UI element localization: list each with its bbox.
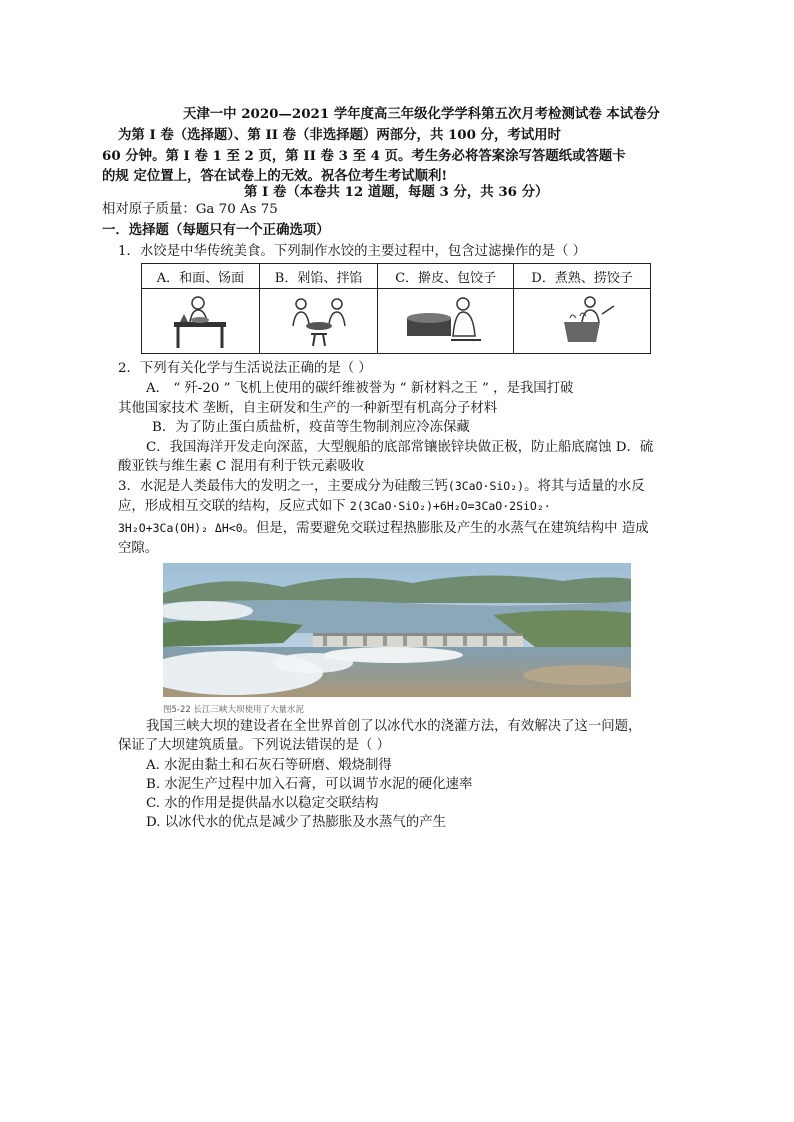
question-2-option-c-line-2: 酸亚铁与维生素 C 混用有利于铁元素吸收: [118, 459, 365, 474]
reaction-equation-part-2: 3H₂O+3Ca(OH)₂ ΔH<0: [118, 521, 243, 535]
chopping-filling-icon: [279, 292, 359, 350]
section-title: 第 I 卷（本卷共 12 道题，每题 3 分，共 36 分）: [244, 184, 549, 200]
option-c-label: C．擀皮、包饺子: [378, 264, 514, 289]
kneading-dough-icon: [160, 292, 240, 350]
question-2-option-a-line-1: A． “ 歼-20 ” 飞机上使用的碳纤维被誉为 “ 新材料之王 ” ，是我国打破: [146, 381, 574, 396]
question-2-option-b: B．为了防止蛋白质盐析，疫苗等生物制剂应冷冻保藏: [152, 420, 470, 435]
question-3-option-d: D. 以冰代水的优点是减少了热膨胀及水蒸气的产生: [146, 815, 446, 830]
formula-c3s: (3CaO·SiO₂): [447, 479, 525, 493]
question-3-paragraph-line-1: 我国三峡大坝的建设者在全世界首创了以冰代水的浇灌方法，有效解决了这一问题，: [146, 719, 642, 734]
photo-caption: 图5-22 长江三峡大坝使用了大量水泥: [163, 705, 304, 715]
exam-intro-line-3: 60 分钟。第 I 卷 1 至 2 页，第 II 卷 3 至 4 页。考生务必将答案涂写答题纸或答题卡: [102, 148, 626, 164]
option-c-picture: [378, 289, 514, 354]
question-3-line-2-text: 应，形成相互交联的结构，反应式如下: [118, 499, 350, 514]
part-heading: 一．选择题（每题只有一个正确选项）: [102, 222, 330, 238]
question-3-line-2: [118, 497, 551, 516]
rolling-wrapper-icon: [401, 292, 491, 350]
question-2-stem: 2．下列有关化学与生活说法正确的是（ ）: [118, 361, 372, 376]
exam-intro-line-4: 的规 定位置上，答在试卷上的无效。祝各位考生考试顺利!: [102, 168, 448, 184]
three-gorges-dam-photo: [163, 563, 631, 697]
question-3-option-b: B. 水泥生产过程中加入石膏，可以调节水泥的硬化速率: [146, 777, 473, 792]
question-1-stem: 1．水饺是中华传统美食。下列制作水饺的主要过程中，包含过滤操作的是（ ）: [118, 244, 587, 259]
question-3-paragraph-line-2: 保证了大坝建筑质量。下列说法错误的是（ ）: [118, 738, 391, 753]
question-1-options-table: [141, 263, 651, 354]
question-3-line-4: 空隙。: [118, 541, 159, 556]
question-3-line-1-text: 3．水泥是人类最伟大的发明之一，主要成分为硅酸三钙: [118, 479, 448, 494]
question-3-option-a: A. 水泥由黏土和石灰石等研磨、煅烧制得: [146, 758, 392, 773]
option-a-label: A．和面、饧面: [142, 264, 260, 289]
question-3-option-c: C. 水的作用是提供晶水以稳定交联结构: [146, 796, 379, 811]
atomic-mass-line: 相对原子质量：Ga 70 As 75: [102, 202, 278, 217]
question-3-line-1: [118, 477, 645, 496]
question-3-line-3-text: 。但是，需要避免交联过程热膨胀及产生的水蒸气在建筑结构中 造成: [242, 521, 649, 536]
question-3-line-3: [118, 519, 649, 538]
question-3-line-1-tail: 。将其与适量的水反: [524, 479, 645, 494]
exam-title-line: 天津一中 2020—2021 学年度高三年级化学学科第五次月考检测试卷 本试卷分: [183, 106, 660, 122]
question-2-option-a-line-2: 其他国家技术 垄断，自主研发和生产的一种新型有机高分子材料: [118, 401, 498, 416]
question-2-option-c-line-1: C．我国海洋开发走向深蓝，大型舰船的底部常镶嵌锌块做正极，防止船底腐蚀 D．硫: [146, 440, 654, 455]
option-b-label: B．剁馅、拌馅: [259, 264, 377, 289]
option-d-label: D．煮熟、捞饺子: [514, 264, 651, 289]
option-d-picture: [514, 289, 651, 354]
option-b-picture: [259, 289, 377, 354]
boiling-dumplings-icon: [542, 292, 622, 350]
reaction-equation-part-1: 2(3CaO·SiO₂)+6H₂O=3CaO·2SiO₂·: [349, 499, 551, 513]
exam-intro-line-2: 为第 I 卷（选择题）、第 II 卷（非选择题）两部分，共 100 分，考试用时: [118, 127, 561, 143]
option-a-picture: [142, 289, 260, 354]
